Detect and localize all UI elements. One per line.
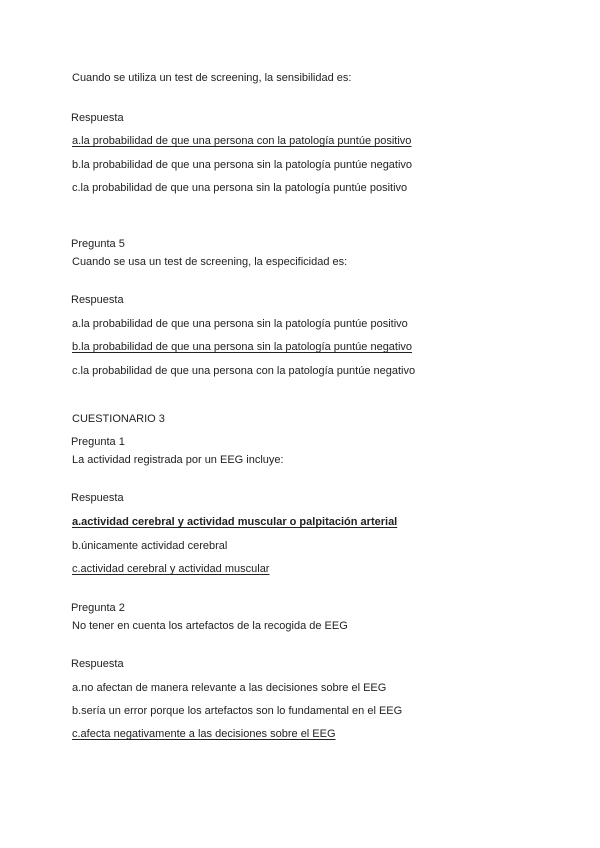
respuesta-label: Respuesta	[71, 112, 124, 124]
answer-option-a: a.la probabilidad de que una persona sin la patología puntúe positivo	[72, 318, 408, 330]
answer-option-a: a.la probabilidad de que una persona con la patología puntúe positivo	[72, 135, 412, 147]
respuesta-label: Respuesta	[71, 658, 124, 670]
question-text: Cuando se utiliza un test de screening, la sensibilidad es:	[72, 72, 352, 84]
answer-option-a: a.no afectan de manera relevante a las decisiones sobre el EEG	[72, 682, 387, 694]
answer-option-c: c.la probabilidad de que una persona con la patología puntúe negativo	[72, 365, 416, 377]
answer-option-b: b.la probabilidad de que una persona sin la patología puntúe negativo	[72, 341, 413, 353]
question-number: Pregunta 2	[71, 602, 125, 614]
question-text: La actividad registrada por un EEG incluye:	[72, 454, 284, 466]
answer-option-c: c.la probabilidad de que una persona sin la patología puntúe positivo	[72, 182, 408, 194]
answer-option-b: b.la probabilidad de que una persona sin la patología puntúe negativo	[72, 159, 413, 171]
respuesta-label: Respuesta	[71, 294, 124, 306]
answer-option-a: a.actividad cerebral y actividad muscular o palpitación arterial	[72, 516, 398, 528]
respuesta-label: Respuesta	[71, 492, 124, 504]
question-number: Pregunta 1	[71, 436, 125, 448]
question-text: Cuando se usa un test de screening, la especificidad es:	[72, 256, 348, 268]
answer-option-b: b.únicamente actividad cerebral	[72, 540, 228, 552]
answer-option-c: c.actividad cerebral y actividad muscular	[72, 563, 270, 575]
section-title: CUESTIONARIO 3	[72, 413, 165, 425]
answer-option-c: c.afecta negativamente a las decisiones sobre el EEG	[72, 728, 336, 740]
question-text: No tener en cuenta los artefactos de la recogida de EEG	[72, 620, 348, 632]
answer-option-b: b.sería un error porque los artefactos son lo fundamental en el EEG	[72, 705, 403, 717]
question-number: Pregunta 5	[71, 238, 125, 250]
